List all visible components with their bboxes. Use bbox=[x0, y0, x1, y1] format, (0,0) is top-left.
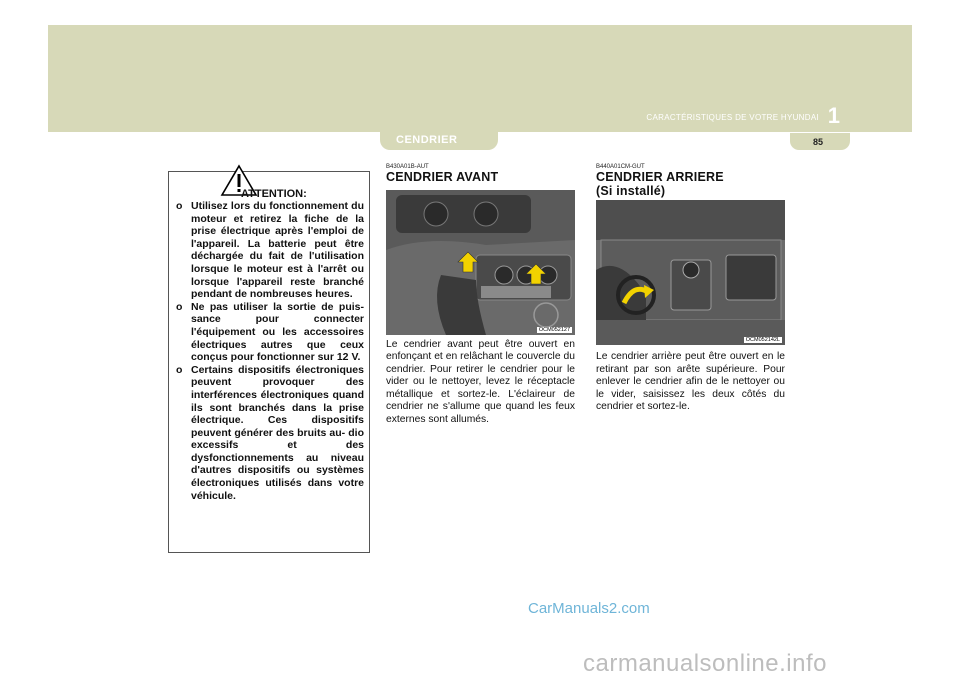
bullet: o bbox=[176, 300, 183, 313]
rear-photo-code: OCM052142L bbox=[745, 337, 780, 343]
front-body-text: Le cendrier avant peut être ouvert en enfonçant et en relâchant le couvercle du cendrier. Pour retirer le cendrier pour le vider ou le nettoyer, levez le réceptacle métallique et sortez-le. L'éclaireur de cendrier ne s'allume que quand les feux externes sont allumés. bbox=[386, 338, 575, 426]
rear-body-text: Le cendrier arrière peut être ouvert en le retirant par son arête supérieure. Pour enlever le cendrier afin de le nettoyer ou le vider, saisissez les deux côtés du cendrier et sortez-le. bbox=[596, 351, 785, 413]
footer-watermark: carmanualsonline.info bbox=[583, 650, 827, 677]
rear-ashtray-section bbox=[596, 164, 785, 414]
carmanuals-watermark[interactable]: CarManuals2.com bbox=[528, 600, 650, 617]
warning-box bbox=[168, 171, 370, 553]
front-reference-code: B430A01B-AUT bbox=[386, 164, 429, 170]
front-heading: CENDRIER AVANT bbox=[386, 170, 499, 184]
front-ashtray-illustration bbox=[386, 190, 575, 335]
manual-page bbox=[48, 25, 912, 650]
warning-title: ATTENTION: bbox=[241, 188, 307, 200]
chapter-title: CARACTÉRISTIQUES DE VOTRE HYUNDAI bbox=[646, 113, 819, 122]
bullet: o bbox=[176, 200, 183, 212]
page-number: 85 bbox=[812, 137, 823, 147]
rear-ashtray-illustration bbox=[596, 200, 785, 345]
warning-list bbox=[176, 200, 364, 502]
rear-reference-code: B440A01CM-GUT bbox=[596, 164, 645, 170]
warning-item-text: Certains dispositifs électroniques peuvent provoquer des interférences électroniques quand ils sont branchés dans la prise électrique. Ces dispositifs peuvent générer des bruits au- dio excessifs et des dysfonctionnements au niveau d'autres dispositifs ou systèmes électroniques utilisés dans votre véhicule. bbox=[191, 363, 364, 502]
rear-heading-line2: (Si installé) bbox=[596, 183, 666, 198]
front-ashtray-photo bbox=[386, 190, 575, 335]
chapter-number: 1 bbox=[827, 103, 840, 128]
rear-heading-line1: CENDRIER ARRIERE bbox=[596, 170, 724, 184]
warning-item bbox=[176, 364, 364, 503]
section-title: CENDRIER bbox=[396, 134, 458, 146]
warning-item-text: Utilisez lors du fonctionnement du moteur et retirez la fiche de la prise électrique après l'emploi de l'appareil. La batterie peut être déchargée du fait de l'utilisation lorsque le moteur est à l'arrêt ou lorsque l'appareil reste branché pendant de nombreuses heures. bbox=[191, 200, 364, 301]
front-ashtray-section bbox=[386, 164, 575, 427]
rear-ashtray-photo bbox=[596, 200, 785, 345]
warning-item bbox=[176, 200, 364, 301]
bullet: o bbox=[176, 363, 183, 376]
warning-item bbox=[176, 301, 364, 364]
warning-item-text: Ne pas utiliser la sortie de puis- sance pour connecter l'équipement ou les accessoires électriques autres que ceux conçus pour fonctionner sur 12 V. bbox=[191, 300, 364, 364]
front-photo-code: OCM052127 bbox=[538, 326, 570, 333]
